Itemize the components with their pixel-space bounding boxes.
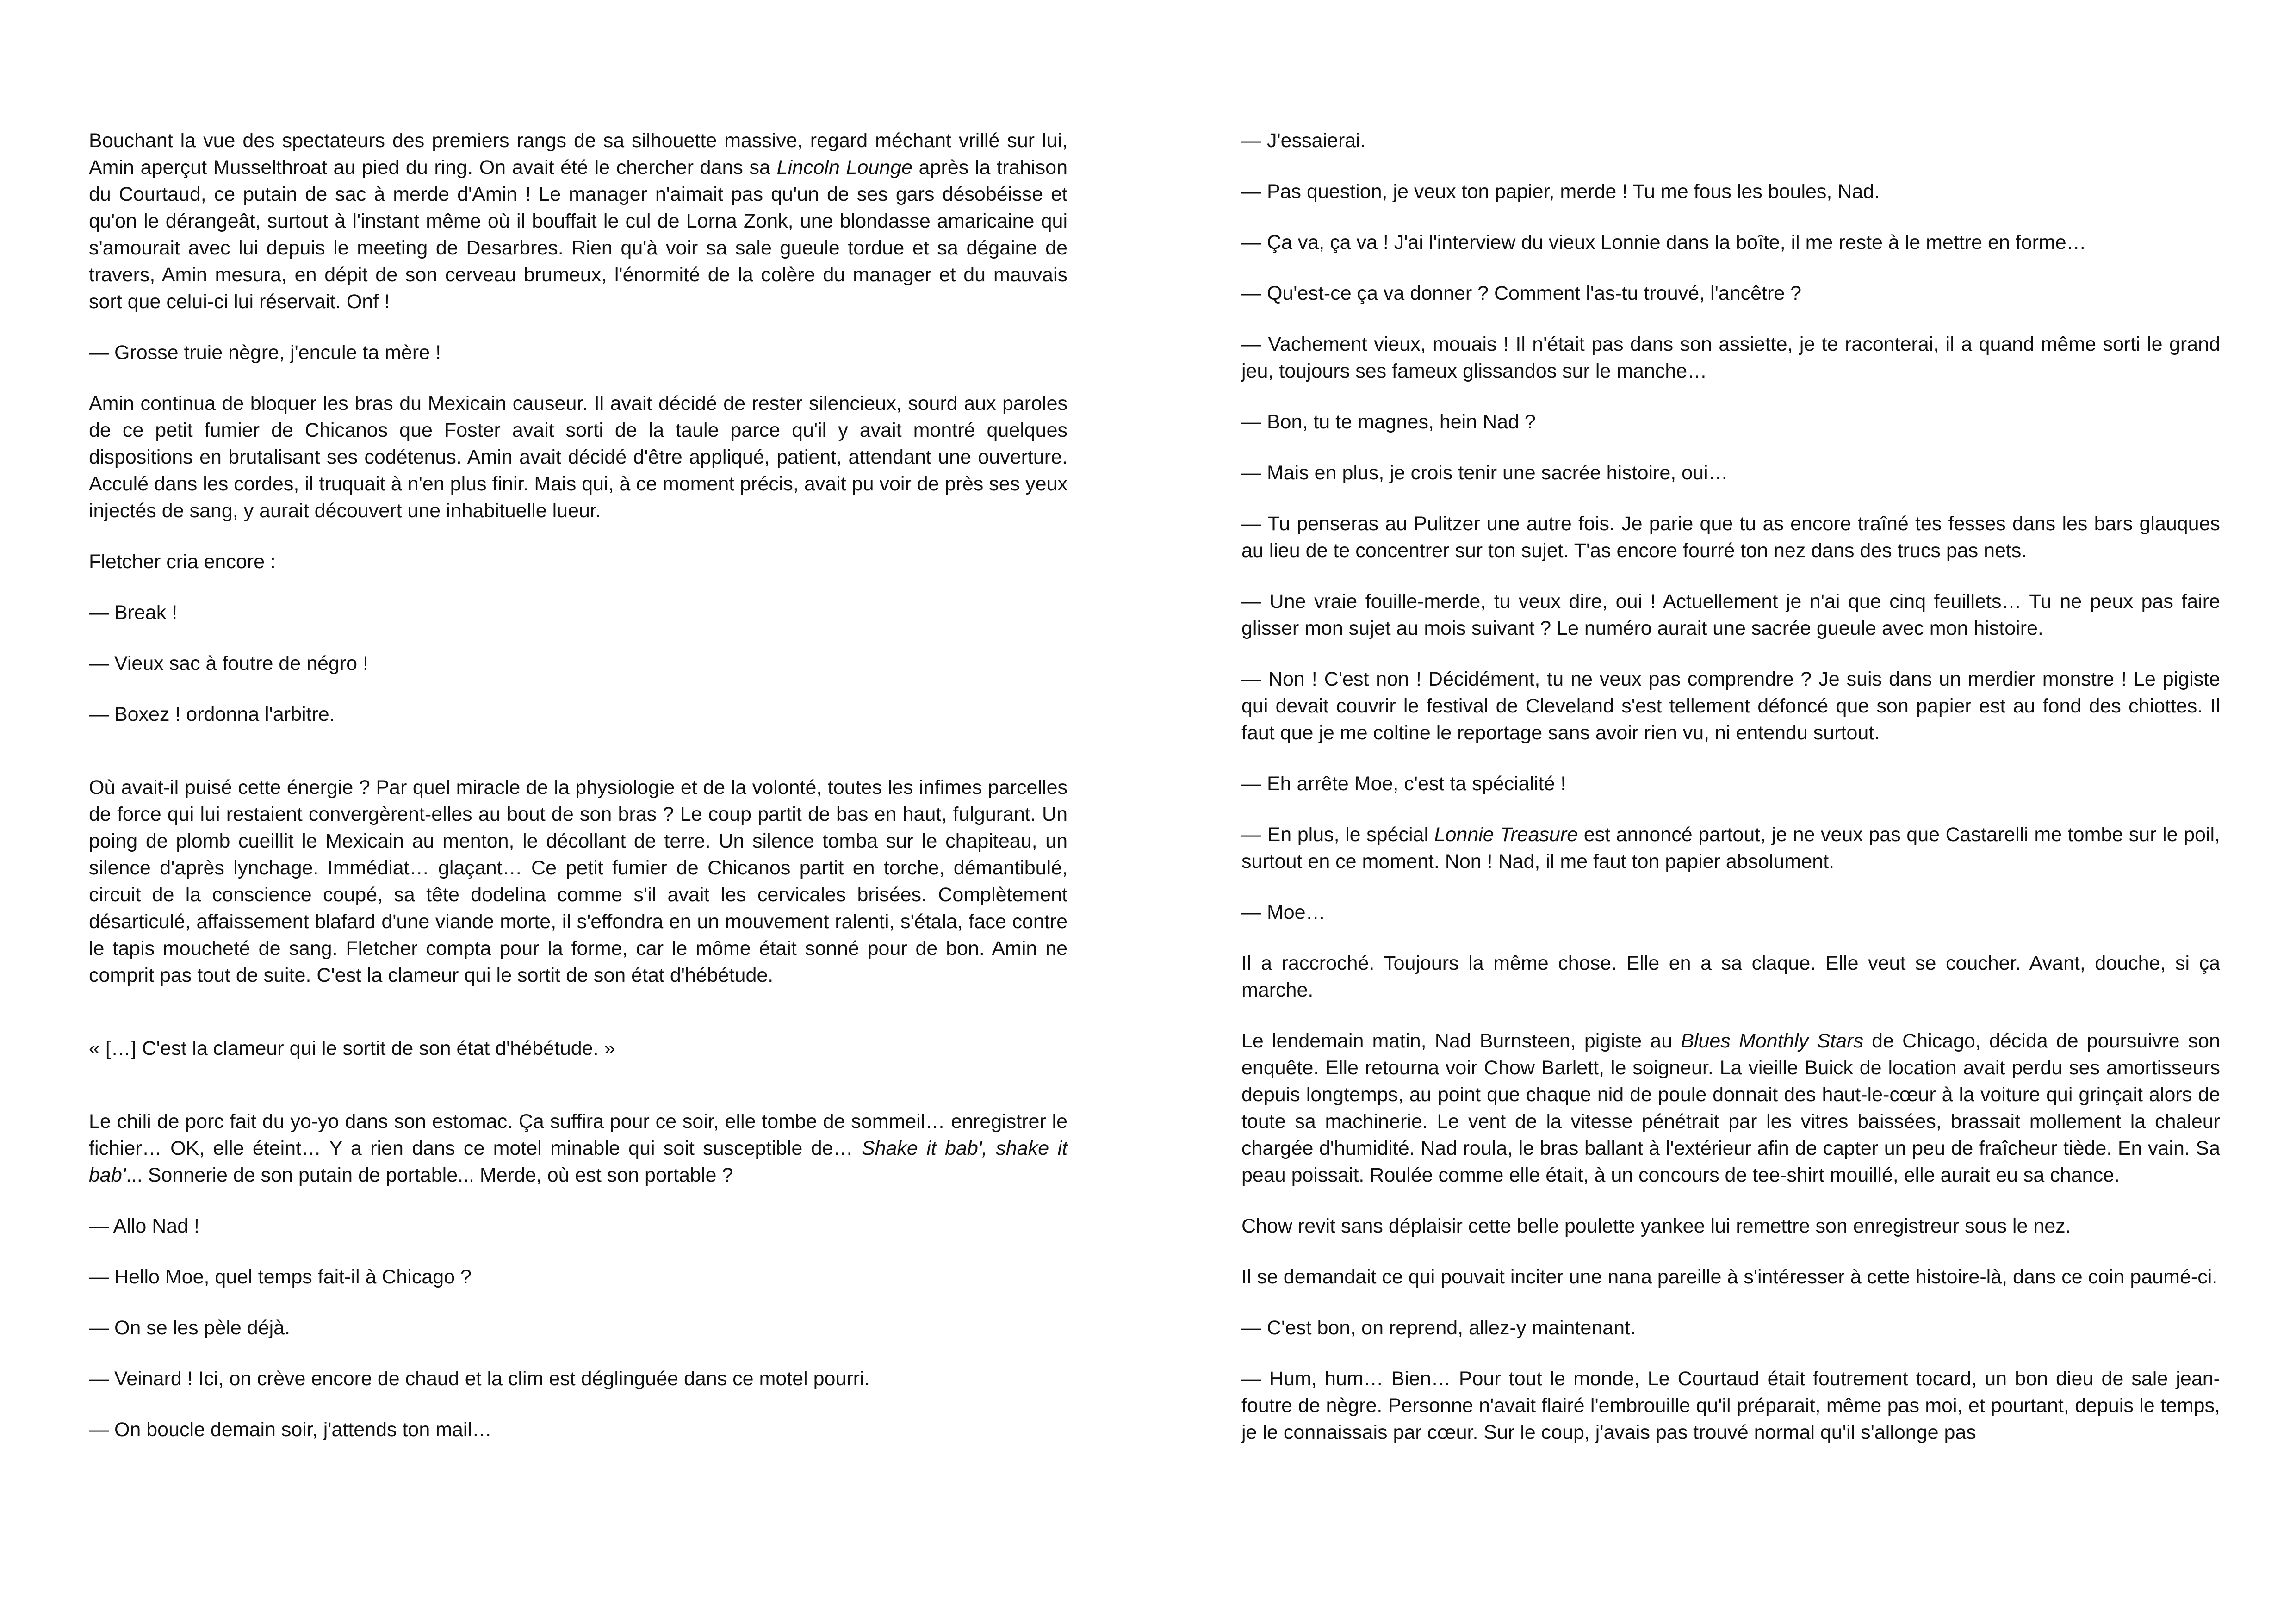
paragraph: — Pas question, je veux ton papier, merde ! Tu me fous les boules, Nad. bbox=[1241, 180, 1880, 203]
paragraph: — Vieux sac à foutre de négro ! bbox=[89, 652, 368, 675]
paragraph: — Non ! C'est non ! Décidément, tu ne veux pas comprendre ? Je suis dans un merdier monstre ! Le pigiste qui devait couvrir le festival de Cleveland s'est tellement défoncé que son papier est au fond des chiottes. Il faut que je me coltine le reportage sans avoir rien vu, ni entendu surtout. bbox=[1241, 668, 2220, 744]
paragraph: — Une vraie fouille-merde, tu veux dire, oui ! Actuellement je n'ai que cinq feuillets… Tu ne peux pas faire glisser mon sujet au mois suivant ? Le numéro aurait une sacrée gueule avec mon histoire. bbox=[1241, 590, 2220, 639]
paragraph: — Boxez ! ordonna l'arbitre. bbox=[89, 703, 335, 725]
paragraph: Le chili de porc fait du yo-yo dans son estomac. Ça suffira pour ce soir, elle tombe de sommeil… enregistrer le fichier… OK, elle éteint… Y a rien dans ce motel minable qui soit susceptible de… Shake it bab', shake it bab'... Sonnerie de son putain de portable... Merde, où est son portable ? bbox=[89, 1110, 1067, 1186]
paragraph: — Mais en plus, je crois tenir une sacrée histoire, oui… bbox=[1241, 462, 1728, 484]
paragraph: — Bon, tu te magnes, hein Nad ? bbox=[1241, 411, 1536, 433]
paragraph: — Eh arrête Moe, c'est ta spécialité ! bbox=[1241, 773, 1566, 795]
paragraph: — Grosse truie nègre, j'encule ta mère ! bbox=[89, 341, 441, 364]
paragraph: — Qu'est-ce ça va donner ? Comment l'as-tu trouvé, l'ancêtre ? bbox=[1241, 282, 1802, 304]
paragraph: — Vachement vieux, mouais ! Il n'était pas dans son assiette, je te raconterai, il a quand même sorti le grand jeu, toujours ses fameux glissandos sur le manche… bbox=[1241, 333, 2220, 382]
paragraph: — Break ! bbox=[89, 601, 178, 624]
left-text-column bbox=[89, 127, 1067, 1467]
paragraph: — Veinard ! Ici, on crève encore de chaud et la clim est déglinguée dans ce motel pourri. bbox=[89, 1368, 870, 1390]
paragraph: — Hum, hum… Bien… Pour tout le monde, Le Courtaud était foutrement tocard, un bon dieu de sale jean-foutre de nègre. Personne n'avait flairé l'embrouille qu'il préparait, même pas moi, et pourtant, depuis le temps, je le connaissais par cœur. Sur le coup, j'avais pas trouvé normal qu'il s'allonge pas bbox=[1241, 1368, 2220, 1443]
paragraph: Bouchant la vue des spectateurs des premiers rangs de sa silhouette massive, regard méchant vrillé sur lui, Amin aperçut Musselthroat au pied du ring. On avait été le chercher dans sa Lincoln Lounge après la trahison du Courtaud, ce putain de sac à merde d'Amin ! Le manager n'aimait pas qu'un de ses gars désobéisse et qu'on le dérangeât, surtout à l'instant même où il bouffait le cul de Lorna Zonk, une blondasse amaricaine qui s'amourait avec lui depuis le meeting de Desarbres. Rien qu'à voir sa sale gueule tordue et sa dégaine de travers, Amin mesura, en dépit de son cerveau brumeux, l'énormité de la colère du manager et du mauvais sort que celui-ci lui réservait. Onf ! bbox=[89, 130, 1067, 313]
right-text-column bbox=[1241, 127, 2220, 1470]
paragraph: — Tu penseras au Pulitzer une autre fois. Je parie que tu as encore traîné tes fesses dans les bars glauques au lieu de te concentrer sur ton sujet. T'as encore fourré ton nez dans des trucs pas nets. bbox=[1241, 513, 2220, 562]
paragraph: — On se les pèle déjà. bbox=[89, 1317, 291, 1339]
right-page bbox=[1148, 0, 2296, 1623]
paragraph: — Moe… bbox=[1241, 901, 1326, 923]
paragraph: Où avait-il puisé cette énergie ? Par quel miracle de la physiologie et de la volonté, toutes les infimes parcelles de force qui lui restaient convergèrent-elles au bout de son bras ? Le coup partit de bas en haut, fulgurant. Un poing de plomb cueillit le Mexicain au menton, le décollant de terre. Un silence tomba sur le chapiteau, un silence d'après lynchage. Immédiat… glaçant… Ce petit fumier de Chicanos partit en torche, démantibulé, circuit de la conscience coupé, sa tête dodelina comme s'il avait les cervicales brisées. Complètement désarticulé, affaissement blafard d'une viande morte, il s'effondra en un mouvement ralenti, s'étala, face contre le tapis moucheté de sang. Fletcher compta pour la forme, car le môme était sonné pour de bon. Amin ne comprit pas tout de suite. C'est la clameur qui le sortit de son état d'hébétude. bbox=[89, 776, 1067, 986]
paragraph: — En plus, le spécial Lonnie Treasure est annoncé partout, je ne veux pas que Castarelli me tombe sur le poil, surtout en ce moment. Non ! Nad, il me faut ton papier absolument. bbox=[1241, 824, 2221, 873]
paragraph: Amin continua de bloquer les bras du Mexicain causeur. Il avait décidé de rester silencieux, sourd aux paroles de ce petit fumier de Chicanos que Foster avait sorti de la taule parce qu'il y avait montré quelques dispositions en brutalisant ses codétenus. Amin avait décidé d'être appliqué, patient, attendant une ouverture. Acculé dans les cordes, il truquait à n'en plus finir. Mais qui, à ce moment précis, avait pu voir de près ses yeux injectés de sang, y aurait découvert une inhabituelle lueur. bbox=[89, 392, 1067, 522]
pull-quote: « […] C'est la clameur qui le sortit de son état d'hébétude. » bbox=[89, 1037, 615, 1059]
paragraph: — J'essaierai. bbox=[1241, 130, 1366, 152]
paragraph: — Hello Moe, quel temps fait-il à Chicago ? bbox=[89, 1266, 472, 1288]
paragraph: — Ça va, ça va ! J'ai l'interview du vieux Lonnie dans la boîte, il me reste à le mettre en forme… bbox=[1241, 231, 2086, 254]
paragraph: Il a raccroché. Toujours la même chose. Elle en a sa claque. Elle veut se coucher. Avant, douche, si ça marche. bbox=[1241, 952, 2220, 1001]
paragraph: — On boucle demain soir, j'attends ton mail… bbox=[89, 1419, 492, 1441]
paragraph: Il se demandait ce qui pouvait inciter une nana pareille à s'intéresser à cette histoire-là, dans ce coin paumé-ci. bbox=[1241, 1266, 2218, 1288]
paragraph: Le lendemain matin, Nad Burnsteen, pigiste au Blues Monthly Stars de Chicago, décida de poursuivre son enquête. Elle retourna voir Chow Barlett, le soigneur. La vieille Buick de location avait perdu ses amortisseurs depuis longtemps, au point que chaque nid de poule donnait des haut-le-cœur à la voiture qui grinçait alors de toute sa machinerie. Le vent de la vitesse pénétrait par les vitres baissées, brassait mollement la chaleur chargée d'humidité. Nad roula, le bras ballant à l'extérieur afin de capter un peu de fraîcheur tiède. En vain. Sa peau poissait. Roulée comme elle était, à un concours de tee-shirt mouillé, elle aurait eu sa chance. bbox=[1241, 1030, 2220, 1186]
paragraph: Fletcher cria encore : bbox=[89, 551, 276, 573]
paragraph: — Allo Nad ! bbox=[89, 1215, 199, 1237]
paragraph: Chow revit sans déplaisir cette belle poulette yankee lui remettre son enregistreur sous le nez. bbox=[1241, 1215, 2071, 1237]
paragraph: — C'est bon, on reprend, allez-y maintenant. bbox=[1241, 1317, 1636, 1339]
